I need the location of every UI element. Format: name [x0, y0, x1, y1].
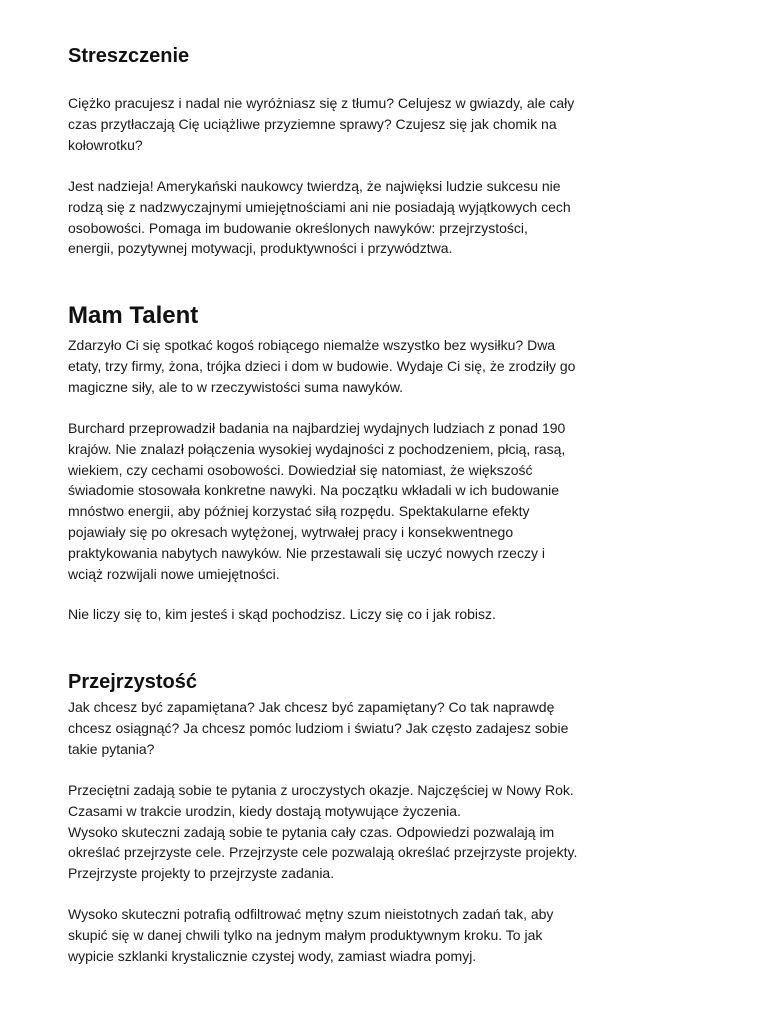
- paragraph: [68, 604, 496, 625]
- text-line: magiczne siły, ale to w rzeczywistości suma nawyków.: [68, 378, 404, 395]
- text-line: pojawiały się po okresach wytężonej, wytrwałej pracy i konsekwentnego: [68, 523, 514, 540]
- text-line: Wysoko skuteczni potrafią odfiltrować mętny szum nieistotnych zadań tak, aby: [68, 906, 554, 922]
- text-line: Nie liczy się to, kim jesteś i skąd pochodzisz. Liczy się co i jak robisz.: [68, 606, 496, 622]
- paragraph: [68, 780, 577, 884]
- text-line: czas przytłaczają Cię uciążliwe przyziemne sprawy? Czujesz się jak chomik na: [68, 115, 557, 132]
- text-line: kołowrotku?: [68, 136, 143, 153]
- text-line: Przeciętni zadają sobie te pytania z uroczystych okazje. Najczęściej w Nowy Rok.: [68, 782, 574, 798]
- text-line: Zdarzyło Ci się spotkać kogoś robiącego niemalże wszystko bez wysiłku? Dwa: [68, 337, 556, 353]
- paragraph: [68, 93, 574, 155]
- text-line: Wysoko skuteczni zadają sobie te pytania cały czas. Odpowiedzi pozwalają im: [68, 823, 555, 840]
- text-line: chcesz osiągnąć? Ja chcesz pomóc ludziom i światu? Jak często zadajesz sobie: [68, 719, 569, 736]
- text-line: Jak chcesz być zapamiętana? Jak chcesz być zapamiętany? Co tak naprawdę: [68, 699, 555, 715]
- section-heading-streszczenie: Streszczenie: [68, 45, 190, 67]
- paragraph: [68, 418, 565, 584]
- text-line: osobowości. Pomaga im budowanie określonych nawyków: przejrzystości,: [68, 219, 528, 236]
- paragraph: [68, 904, 553, 966]
- text-line: Burchard przeprowadził badania na najbardziej wydajnych ludziach z ponad 190: [68, 420, 566, 436]
- paragraph: [68, 335, 575, 397]
- section-heading-przejrzystosc: Przejrzystość: [68, 671, 197, 693]
- text-line: praktykowania nabytych nawyków. Nie przestawali się uczyć nowych rzeczy i: [68, 544, 545, 561]
- text-line: określać przejrzyste cele. Przejrzyste cele pozwalają określać przejrzyste projekty.: [68, 844, 578, 861]
- text-line: wypicie szklanki krystalicznie czystej wody, zamiast wiadra pomyj.: [68, 947, 477, 964]
- paragraph: [68, 697, 568, 759]
- text-line: energii, pozytywnej motywacji, produktywności i przywództwa.: [68, 240, 453, 257]
- section-heading-mam-talent: Mam Talent: [68, 302, 199, 329]
- text-line: etaty, trzy firmy, żona, trójka dzieci i dom w budowie. Wydaje Ci się, że zrodziły go: [68, 357, 576, 374]
- text-line: świadomie stosowała konkretne nawyki. Na początku wkładali w ich budowanie: [68, 482, 560, 499]
- paragraph: [68, 176, 571, 259]
- text-line: krajów. Nie znalazł połączenia wysokiej wydajności z pochodzeniem, płcią, rasą,: [68, 440, 566, 457]
- text-line: rodzą się z nadzwyczajnymi umiejętnościami ani nie posiadają wyjątkowych cech: [68, 198, 571, 215]
- text-line: takie pytania?: [68, 740, 155, 757]
- text-line: Ciężko pracujesz i nadal nie wyróżniasz się z tłumu? Celujesz w gwiazdy, ale cały: [68, 95, 575, 111]
- text-line: skupić się w danej chwili tylko na jednym małym produktywnym kroku. To jak: [68, 926, 543, 943]
- text-line: wciąż rozwijali nowe umiejętności.: [68, 565, 280, 582]
- text-line: mnóstwo energii, aby później korzystać siłą rozpędu. Spektakularne efekty: [68, 503, 530, 520]
- text-line: Czasami w trakcie urodzin, kiedy dostają motywujące życzenia.: [68, 802, 461, 819]
- text-line: Przejrzyste projekty to przejrzyste zadania.: [68, 865, 335, 882]
- text-line: Jest nadzieja! Amerykański naukowcy twierdzą, że najwięksi ludzie sukcesu nie: [68, 178, 561, 194]
- text-line: wiekiem, czy cechami osobowości. Dowiedział się natomiast, że większość: [68, 461, 533, 478]
